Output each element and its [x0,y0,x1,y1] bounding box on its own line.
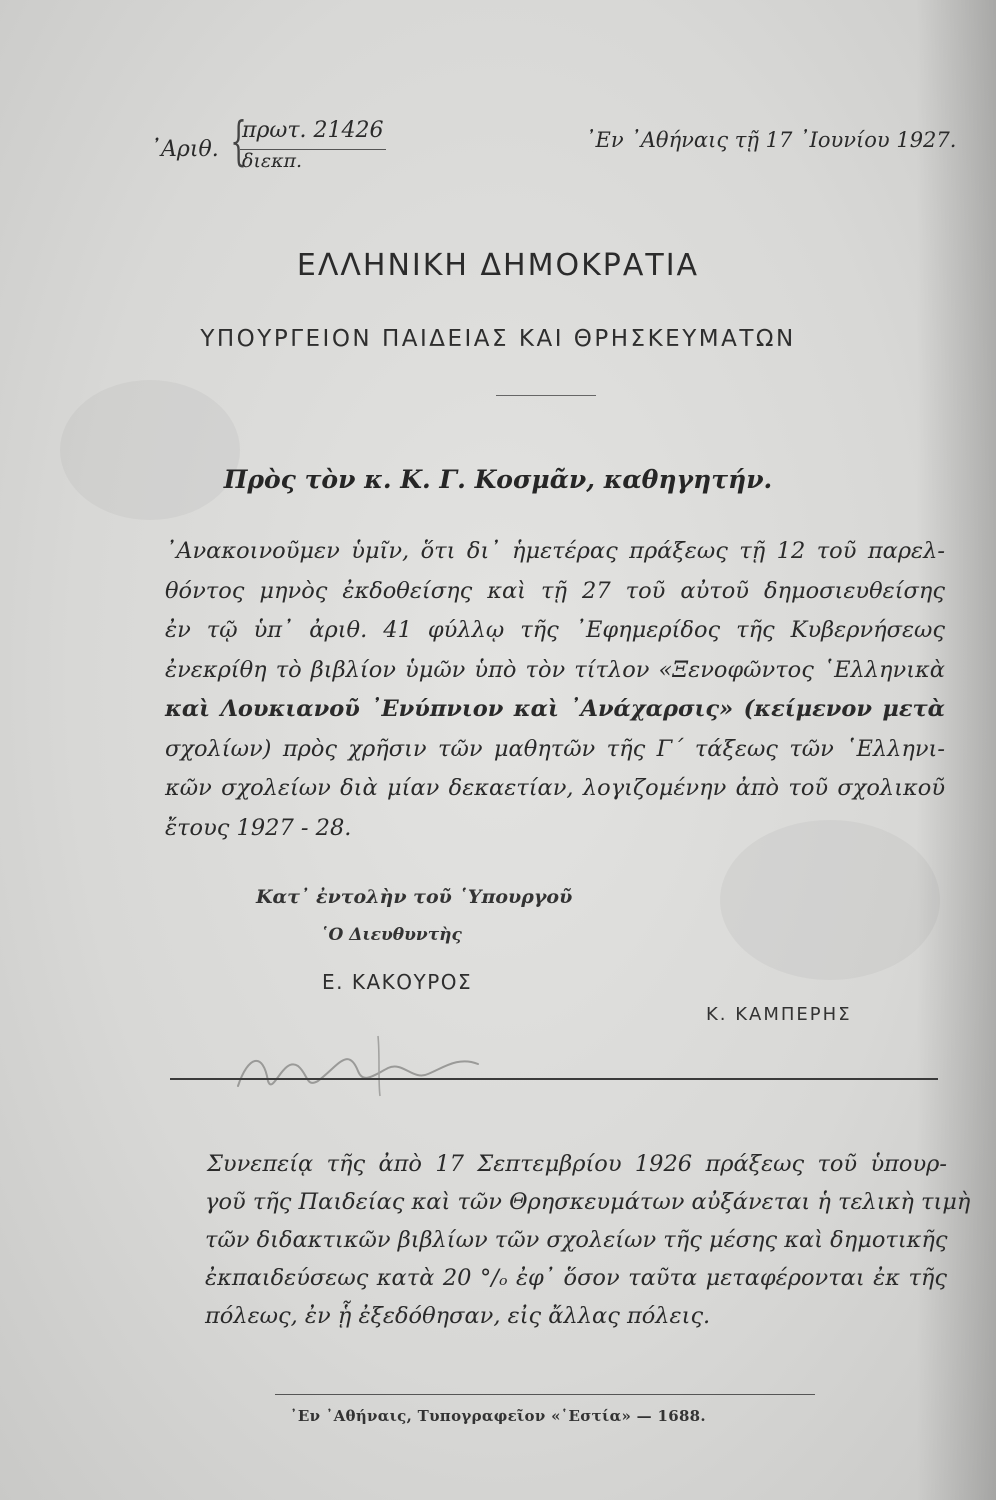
ref-brace: { [230,112,247,172]
printer-footer: ᾿Εν ᾿Αθήναις, Τυπογραφεῖον «῾Εστία» — 1688. [290,1407,706,1425]
diekp-label: διεκπ. [242,150,303,172]
notice-line: ἐκπαιδεύσεως κατὰ 20 °/ₒ ἐφ᾿ ὅσον ταῦτα μεταφέρονται ἐκ τῆς [205,1265,947,1291]
signature-role: ῾Ο Διευθυντὴς [320,925,462,945]
price-notice [205,1145,971,1335]
document-title: ΕΛΛΗΝΙΚΗ ΔΗΜΟΚΡΑΤΙΑ [296,248,700,283]
footer-divider [275,1394,815,1395]
dateline: ᾿Εν ᾿Αθήναις τῇ 17 ᾿Ιουνίου 1927. [585,128,957,152]
body-line: καὶ Λουκιανοῦ ᾿Ενύπνιον καὶ ᾿Ανάχαρσις» (κείμενον μετὰ [165,696,945,722]
title-divider [496,395,596,396]
ministry-title: ΥΠΟΥΡΓΕΙΟΝ ΠΑΙΔΕΙΑΣ ΚΑΙ ΘΡΗΣΚΕΥΜΑΤΩΝ [200,326,796,352]
ref-number-label: ᾿Αριθ. [150,137,219,162]
section-divider [170,1078,938,1080]
signature-order: Κατ᾿ ἐντολὴν τοῦ ῾Υπουργοῦ [256,886,573,908]
signature-director: Ε. ΚΑΚΟΥΡΟΣ [322,970,473,994]
body-line: θόντος μηνὸς ἐκδοθείσης καὶ τῇ 27 τοῦ αὐτοῦ δημοσιευθείσης [165,577,945,604]
signature-second: Κ. ΚΑΜΠΕΡΗΣ [706,1004,852,1025]
body-line: ᾿Ανακοινοῦμεν ὑμῖν, ὅτι δι᾿ ἡμετέρας πράξεως τῇ 12 τοῦ παρελ- [165,538,945,564]
notice-line: πόλεως, ἐν ᾗ ἐξεδόθησαν, εἰς ἄλλας πόλεις. [205,1303,711,1329]
body-line: ἔτους 1927 - 28. [165,814,352,841]
body-line: ἐνεκρίθη τὸ βιβλίον ὑμῶν ὑπὸ τὸν τίτλον «Ξενοφῶντος ῾Ελληνικὰ [165,656,945,683]
protocol-number: πρωτ. 21426 [242,118,384,143]
body-line: ἐν τῷ ὑπ᾿ ἀριθ. 41 φύλλῳ τῆς ᾿Εφημερίδος τῆς Κυβερνήσεως [165,617,945,643]
body-line: σχολίων) πρὸς χρῆσιν τῶν μαθητῶν τῆς Γ΄ τάξεως τῶν ῾Ελληνι- [165,735,945,762]
body-line: κῶν σχολείων διὰ μίαν δεκαετίαν, λογιζομένην ἀπὸ τοῦ σχολικοῦ [165,775,945,801]
announcement-body [165,532,945,848]
notice-line: τῶν διδακτικῶν βιβλίων τῶν σχολείων τῆς μέσης καὶ δημοτικῆς [205,1227,948,1253]
notice-line: γοῦ τῆς Παιδείας καὶ τῶν Θρησκευμάτων αὐξάνεται ἡ τελικὴ τιμὴ [205,1189,971,1215]
addressee: Πρὸς τὸν κ. Κ. Γ. Κοσμᾶν, καθηγητήν. [223,465,773,494]
paper-stain [60,380,240,520]
notice-line: Συνεπείᾳ τῆς ἀπὸ 17 Σεπτεμβρίου 1926 πράξεως τοῦ ὑπουρ- [207,1151,947,1177]
handwritten-signature [228,1026,488,1106]
